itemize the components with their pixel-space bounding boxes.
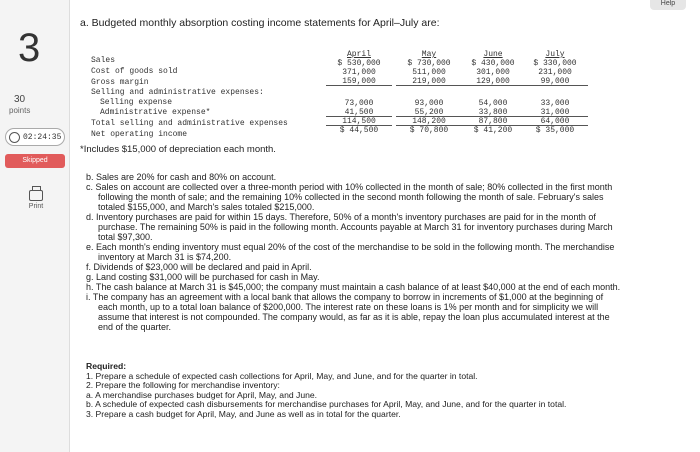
row-label-gross-margin: Gross margin <box>91 78 149 87</box>
cell-admin: 55,200 <box>396 108 462 117</box>
cell-selling: 73,000 <box>344 99 374 108</box>
cell-selling: 33,000 <box>540 99 570 108</box>
column-header: June <box>483 50 503 59</box>
column-april <box>326 50 392 135</box>
required-item: b. A schedule of expected cash disbursements for merchandise purchases for April, May, and June, and for the quarter in total. <box>86 399 567 410</box>
column-july <box>522 50 588 135</box>
help-button[interactable]: Help <box>650 0 686 10</box>
cell-admin: 41,500 <box>326 108 392 117</box>
row-label-selling-admin: Selling and administrative expenses: <box>91 88 264 97</box>
note-line: d. Inventory purchases are paid for within 15 days. Therefore, 50% of a month's inventory purchases are paid for in the month of <box>86 212 596 222</box>
print-label: Print <box>28 203 44 210</box>
depreciation-footnote: *Includes $15,000 of depreciation each month. <box>80 144 276 155</box>
cell-total-expenses: 64,000 <box>522 117 588 126</box>
note-line: inventory at March 31 is $74,200. <box>98 252 232 262</box>
print-button[interactable] <box>26 190 46 210</box>
cell-total-expenses: 87,800 <box>460 117 526 126</box>
printer-icon <box>29 190 43 201</box>
column-june <box>460 50 526 135</box>
cell-sales: $ 730,000 <box>407 59 451 68</box>
required-item: 2. Prepare the following for merchandise inventory: <box>86 380 280 391</box>
row-label-admin-expense: Administrative expense* <box>100 108 211 117</box>
points-label: points <box>9 106 31 115</box>
timer-text: 02:24:35 <box>23 132 62 142</box>
cell-selling: 54,000 <box>478 99 508 108</box>
note-line: total $97,300. <box>98 232 153 242</box>
cell-selling: 93,000 <box>414 99 444 108</box>
column-may <box>396 50 462 135</box>
cell-gross-margin: 219,000 <box>396 77 462 86</box>
cell-gross-margin: 99,000 <box>522 77 588 86</box>
required-section <box>86 362 646 420</box>
note-line: h. The cash balance at March 31 is $45,000; the company must maintain a cash balance of at least $40,000 at the end of each month. <box>86 282 621 292</box>
required-item: a. A merchandise purchases budget for April, May, and June. <box>86 389 318 400</box>
cell-admin: 31,000 <box>522 108 588 117</box>
row-label-sales: Sales <box>91 56 116 65</box>
required-title: Required: <box>86 361 127 371</box>
required-item: 1. Prepare a schedule of expected cash collections for April, May, and June, and for the quarter in total. <box>86 370 478 381</box>
note-line: f. Dividends of $23,000 will be declared and paid in April. <box>86 262 312 272</box>
note-line: c. Sales on account are collected over a three-month period with 10% collected in the month of sale; 80% collected in the first month <box>86 182 613 192</box>
note-line: assume that interest is not compounded. The company would, as far as it is able, repay the loan plus accumulated interest at the <box>98 312 610 322</box>
row-label-cogs: Cost of goods sold <box>91 67 178 76</box>
column-header: April <box>346 50 371 59</box>
cell-sales: $ 430,000 <box>471 59 515 68</box>
cell-admin: 33,800 <box>460 108 526 117</box>
note-line: i. The company has an agreement with a local bank that allows the company to borrow in increments of $1,000 at the beginning of <box>86 292 604 302</box>
timer-badge <box>5 128 65 146</box>
required-item: 3. Prepare a cash budget for April, May, and June as well as in total for the quarter. <box>86 408 401 419</box>
points-value: 30 <box>14 94 26 105</box>
cell-cogs: 371,000 <box>342 68 376 77</box>
row-label-net-income: Net operating income <box>91 130 188 139</box>
row-label-selling-expense: Selling expense <box>100 98 173 107</box>
cell-cogs: 511,000 <box>412 68 446 77</box>
cell-cogs: 301,000 <box>476 68 510 77</box>
cell-total-expenses: 114,500 <box>326 117 392 126</box>
cell-cogs: 231,000 <box>538 68 572 77</box>
note-line: g. Land costing $31,000 will be purchased for cash in May. <box>86 272 320 282</box>
cell-net-income: $ 70,800 <box>409 126 449 135</box>
clock-icon <box>9 132 20 143</box>
question-number: 3 <box>18 26 41 70</box>
note-line: end of the quarter. <box>98 322 172 332</box>
note-line: b. Sales are 20% for cash and 80% on account. <box>86 172 277 182</box>
cell-sales: $ 530,000 <box>337 59 381 68</box>
cell-sales: $ 330,000 <box>533 59 577 68</box>
note-line: each month, up to a total loan balance of $200,000. The interest rate on these loans is 1% per month and for simplicity we will <box>98 302 599 312</box>
row-label-total-expenses: Total selling and administrative expenses <box>91 119 288 128</box>
problem-notes <box>86 172 646 332</box>
column-header: July <box>545 50 565 59</box>
note-line: totaled $155,000, and March's sales totaled $215,000. <box>98 202 315 212</box>
note-line: purchase. The remaining 50% is paid in the following month. Accounts payable at March 31 for inventory purchases during March <box>98 222 613 232</box>
skipped-badge: Skipped <box>5 154 65 168</box>
note-line: e. Each month's ending inventory must equal 20% of the cost of the merchandise to be sold in the following month. The merchandise <box>86 242 615 252</box>
cell-net-income: $ 41,200 <box>473 126 513 135</box>
cell-gross-margin: 159,000 <box>326 77 392 86</box>
cell-total-expenses: 148,200 <box>396 117 462 126</box>
question-sidebar <box>0 0 70 452</box>
cell-net-income: $ 35,000 <box>535 126 575 135</box>
cell-gross-margin: 129,000 <box>460 77 526 86</box>
note-line: following the month of sale; and the remaining 10% collected in the second month following the month of sale. February's sales <box>98 192 604 202</box>
statement-heading: a. Budgeted monthly absorption costing income statements for April–July are: <box>80 17 440 29</box>
column-header: May <box>421 50 437 59</box>
cell-net-income: $ 44,500 <box>339 126 379 135</box>
